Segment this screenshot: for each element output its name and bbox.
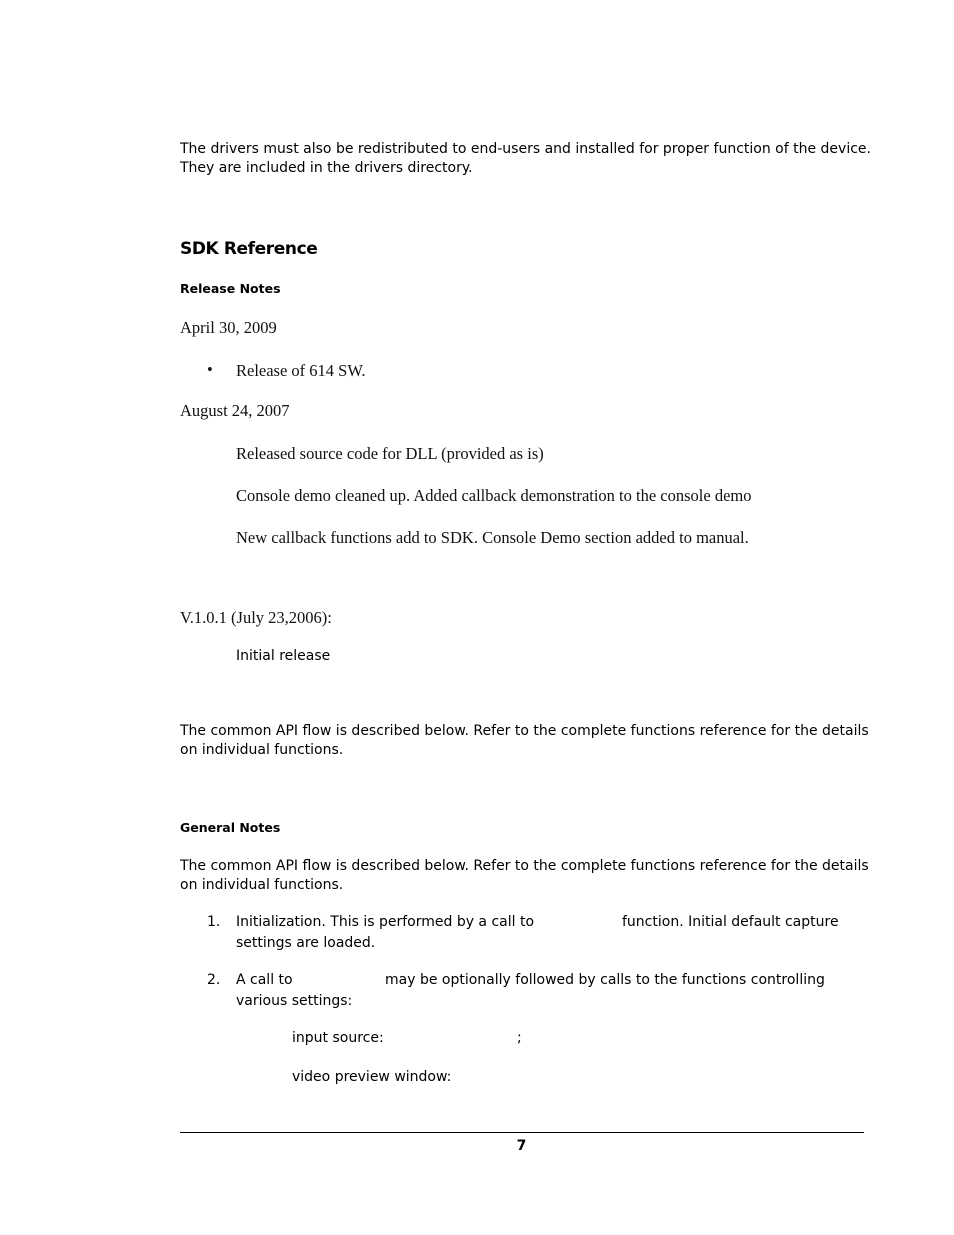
api-flow-line-2: on individual functions.	[180, 742, 344, 758]
list-item-2-line-2: various settings:	[236, 993, 353, 1009]
setting-video-preview-label: video preview window:	[292, 1069, 452, 1085]
list-item-1-text-b: function. Initial default capture	[622, 914, 839, 930]
list-item-1-text-a: Initialization. This is performed by a call to	[236, 914, 535, 930]
general-notes-heading: General Notes	[180, 820, 281, 835]
footer-rule	[180, 1132, 864, 1133]
intro-line-2: They are included in the drivers directory.	[180, 160, 473, 176]
api-flow-line-1: The common API flow is described below. Refer to the complete functions reference for the details	[180, 723, 869, 739]
setting-input-source-suffix: ;	[517, 1030, 522, 1046]
setting-input-source-label: input source:	[292, 1030, 384, 1046]
general-notes-line-2: on individual functions.	[180, 877, 344, 893]
release-item: New callback functions add to SDK. Console Demo section added to manual.	[236, 528, 749, 547]
release-item: Console demo cleaned up. Added callback demonstration to the console demo	[236, 486, 752, 505]
release-date-1: April 30, 2009	[180, 318, 277, 337]
api-flow-paragraph	[180, 722, 869, 760]
list-item-2-text-b: may be optionally followed by calls to the functions controlling	[385, 972, 825, 988]
general-notes-line-1: The common API flow is described below. Refer to the complete functions reference for the details	[180, 858, 869, 874]
release-item: Initial release	[236, 648, 331, 664]
list-number-2: 2.	[207, 972, 221, 988]
page-number: 7	[516, 1138, 527, 1154]
release-item: Released source code for DLL (provided as is)	[236, 444, 544, 463]
list-item-2-text-a: A call to	[236, 972, 293, 988]
bullet-marker: •	[207, 360, 213, 379]
general-notes-paragraph	[180, 857, 869, 895]
release-date-2: August 24, 2007	[180, 401, 290, 420]
list-item-1-line-2: settings are loaded.	[236, 935, 376, 951]
list-number-1: 1.	[207, 914, 221, 930]
release-version-1-0-1: V.1.0.1 (July 23,2006):	[180, 608, 332, 627]
release-item: Release of 614 SW.	[236, 361, 366, 380]
intro-paragraph	[180, 140, 871, 178]
sdk-reference-heading: SDK Reference	[180, 239, 318, 259]
intro-line-1: The drivers must also be redistributed to end-users and installed for proper function of the device.	[180, 141, 871, 157]
release-notes-heading: Release Notes	[180, 281, 281, 296]
